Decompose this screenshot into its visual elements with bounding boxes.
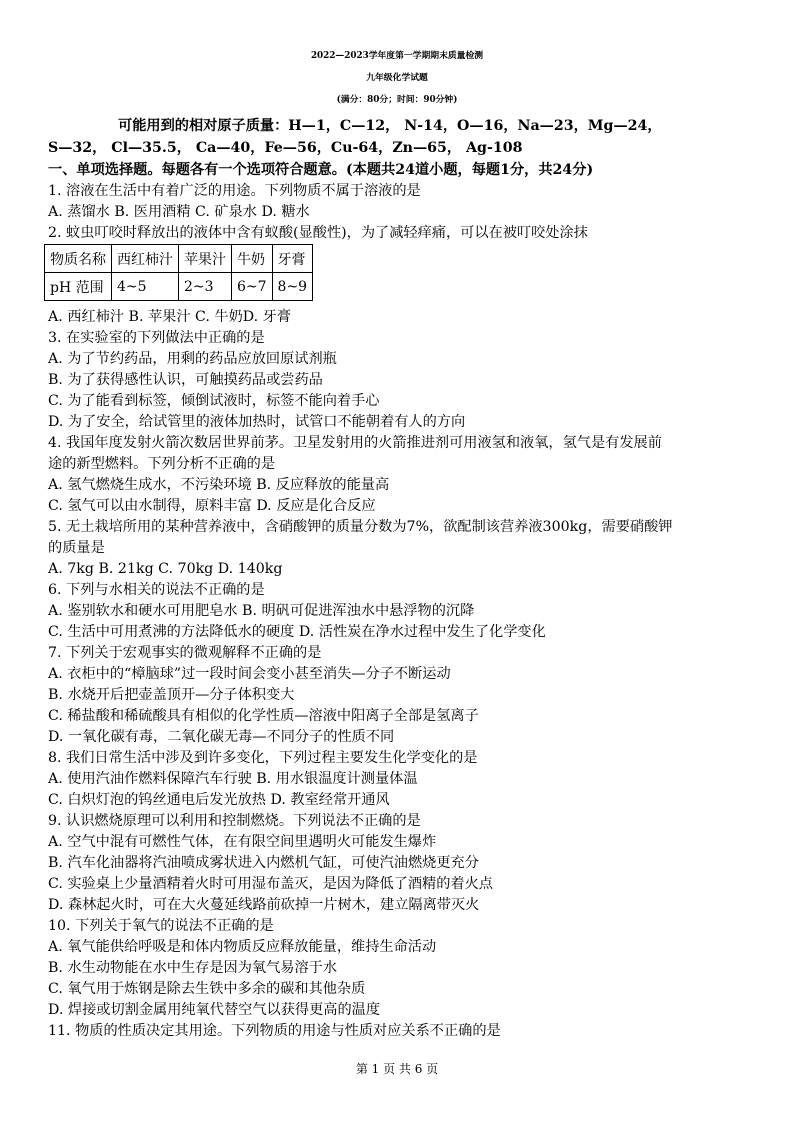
atomic-mass-line-2: S—32， Cl—35.5， Ca—40，Fe—56，Cu-64，Zn—65， Ag-108 xyxy=(48,140,523,156)
question-line: 11. 物质的性质决定其用途。下列物质的用途与性质对应关系不正确的是 xyxy=(48,1023,501,1039)
question-line: A. 氢气燃烧生成水，不污染环境 B. 反应释放的能量高 xyxy=(48,477,390,493)
question-line: 途的新型燃料。下列分析不正确的是 xyxy=(48,456,276,472)
table-row xyxy=(45,273,313,301)
exam-title: 2022—2023学年度第一学期期末质量检测 xyxy=(310,51,484,61)
table-cell: 8~9 xyxy=(272,273,313,301)
question-line: 9. 认识燃烧原理可以利用和控制燃烧。下列说法不正确的是 xyxy=(48,813,421,829)
question-line: A. 衣柜中的“樟脑球”过一段时间会变小甚至消失—分子不断运动 xyxy=(48,666,451,682)
question-line: A. 西红柿汁 B. 苹果汁 C. 牛奶D. 牙膏 xyxy=(48,309,292,325)
table-cell: pH 范围 xyxy=(45,273,112,301)
question-line: C. 为了能看到标签，倾倒试液时，标签不能向着手心 xyxy=(48,393,380,409)
table-cell: 物质名称 xyxy=(45,245,112,273)
question-line: A. 氧气能供给呼吸是和体内物质反应释放能量，维持生命活动 xyxy=(48,939,437,955)
table-cell: 牛奶 xyxy=(232,245,273,273)
section-heading: 一、单项选择题。每题各有一个选项符合题意。(本题共24道小题，每题1分，共24分) xyxy=(48,162,594,178)
question-line: 10. 下列关于氧气的说法不正确的是 xyxy=(48,918,274,934)
table-cell: 西红柿汁 xyxy=(112,245,179,273)
score-time: (满分：80分；时间：90分钟) xyxy=(336,95,458,105)
question-line: C. 稀盐酸和稀硫酸具有相似的化学性质—溶液中阳离子全部是氢离子 xyxy=(48,708,479,724)
question-line: 的质量是 xyxy=(48,540,105,556)
question-line: D. 为了安全，给试管里的液体加热时，试管口不能朝着有人的方向 xyxy=(48,414,466,430)
question-line: 5. 无土栽培所用的某种营养液中，含硝酸钾的质量分数为7%，欲配制该营养液300kg，需要硝酸钾 xyxy=(48,519,673,535)
question-line: D. 一氧化碳有毒，二氧化碳无毒—不同分子的性质不同 xyxy=(48,729,395,745)
table-header-row xyxy=(45,245,313,273)
table-cell: 苹果汁 xyxy=(179,245,232,273)
question-line: 6. 下列与水相关的说法不正确的是 xyxy=(48,582,265,598)
question-line: C. 生活中可用煮沸的方法降低水的硬度 D. 活性炭在净水过程中发生了化学变化 xyxy=(48,624,546,640)
table-cell: 2~3 xyxy=(179,273,232,301)
question-line: B. 为了获得感性认识，可触摸药品或尝药品 xyxy=(48,372,323,388)
question-line: B. 汽车化油器将汽油喷成雾状进入内燃机气缸，可使汽油燃烧更充分 xyxy=(48,855,479,871)
table-cell: 牙膏 xyxy=(272,245,313,273)
question-line: 2. 蚊虫叮咬时释放出的液体中含有蚁酸(显酸性)，为了减轻痒痛，可以在被叮咬处涂抹 xyxy=(48,225,588,241)
question-line: C. 氧气用于炼钢是除去生铁中多余的碳和其他杂质 xyxy=(48,981,366,997)
question-line: 1. 溶液在生活中有着广泛的用途。下列物质不属于溶液的是 xyxy=(48,183,421,199)
question-line: 3. 在实验室的下列做法中正确的是 xyxy=(48,330,265,346)
table-cell: 6~7 xyxy=(232,273,273,301)
question-line: C. 氢气可以由水制得，原料丰富 D. 反应是化合反应 xyxy=(48,498,376,514)
table-cell: 4~5 xyxy=(112,273,179,301)
question-line: C. 白炽灯泡的钨丝通电后发光放热 D. 教室经常开通风 xyxy=(48,792,390,808)
question-line: D. 森林起火时，可在大火蔓延线路前砍掉一片树木，建立隔离带灭火 xyxy=(48,897,480,913)
question-line: B. 水烧开后把壶盖顶开—分子体积变大 xyxy=(48,687,295,703)
question-line: A. 为了节约药品，用剩的药品应放回原试剂瓶 xyxy=(48,351,337,367)
atomic-mass-line-1: 可能用到的相对原子质量：H—1，C—12， N-14，O—16，Na—23，Mg—24， xyxy=(118,118,662,134)
question-line: 8. 我们日常生活中涉及到许多变化，下列过程主要发生化学变化的是 xyxy=(48,750,478,766)
exam-subtitle: 九年级化学试题 xyxy=(366,73,428,83)
page-footer: 第 1 页 共 6 页 xyxy=(355,1062,439,1076)
ph-table xyxy=(44,244,313,301)
question-line: C. 实验桌上少量酒精着火时可用湿布盖灭，是因为降低了酒精的着火点 xyxy=(48,876,493,892)
question-line: A. 空气中混有可燃性气体，在有限空间里遇明火可能发生爆炸 xyxy=(48,834,437,850)
question-line: A. 蒸馏水 B. 医用酒精 C. 矿泉水 D. 糖水 xyxy=(48,204,310,220)
question-line: A. 7kg B. 21kg C. 70kg D. 140kg xyxy=(48,561,283,577)
question-line: B. 水生动物能在水中生存是因为氧气易溶于水 xyxy=(48,960,338,976)
question-line: 4. 我国年度发射火箭次数居世界前茅。卫星发射用的火箭推进剂可用液氢和液氧，氢气是有发展前 xyxy=(48,435,662,451)
question-line: A. 鉴别软水和硬水可用肥皂水 B. 明矾可促进浑浊水中悬浮物的沉降 xyxy=(48,603,475,619)
question-line: D. 焊接或切割金属用纯氧代替空气以获得更高的温度 xyxy=(48,1002,381,1018)
question-line: A. 使用汽油作燃料保障汽车行驶 B. 用水银温度计测量体温 xyxy=(48,771,418,787)
question-line: 7. 下列关于宏观事实的微观解释不正确的是 xyxy=(48,645,322,661)
